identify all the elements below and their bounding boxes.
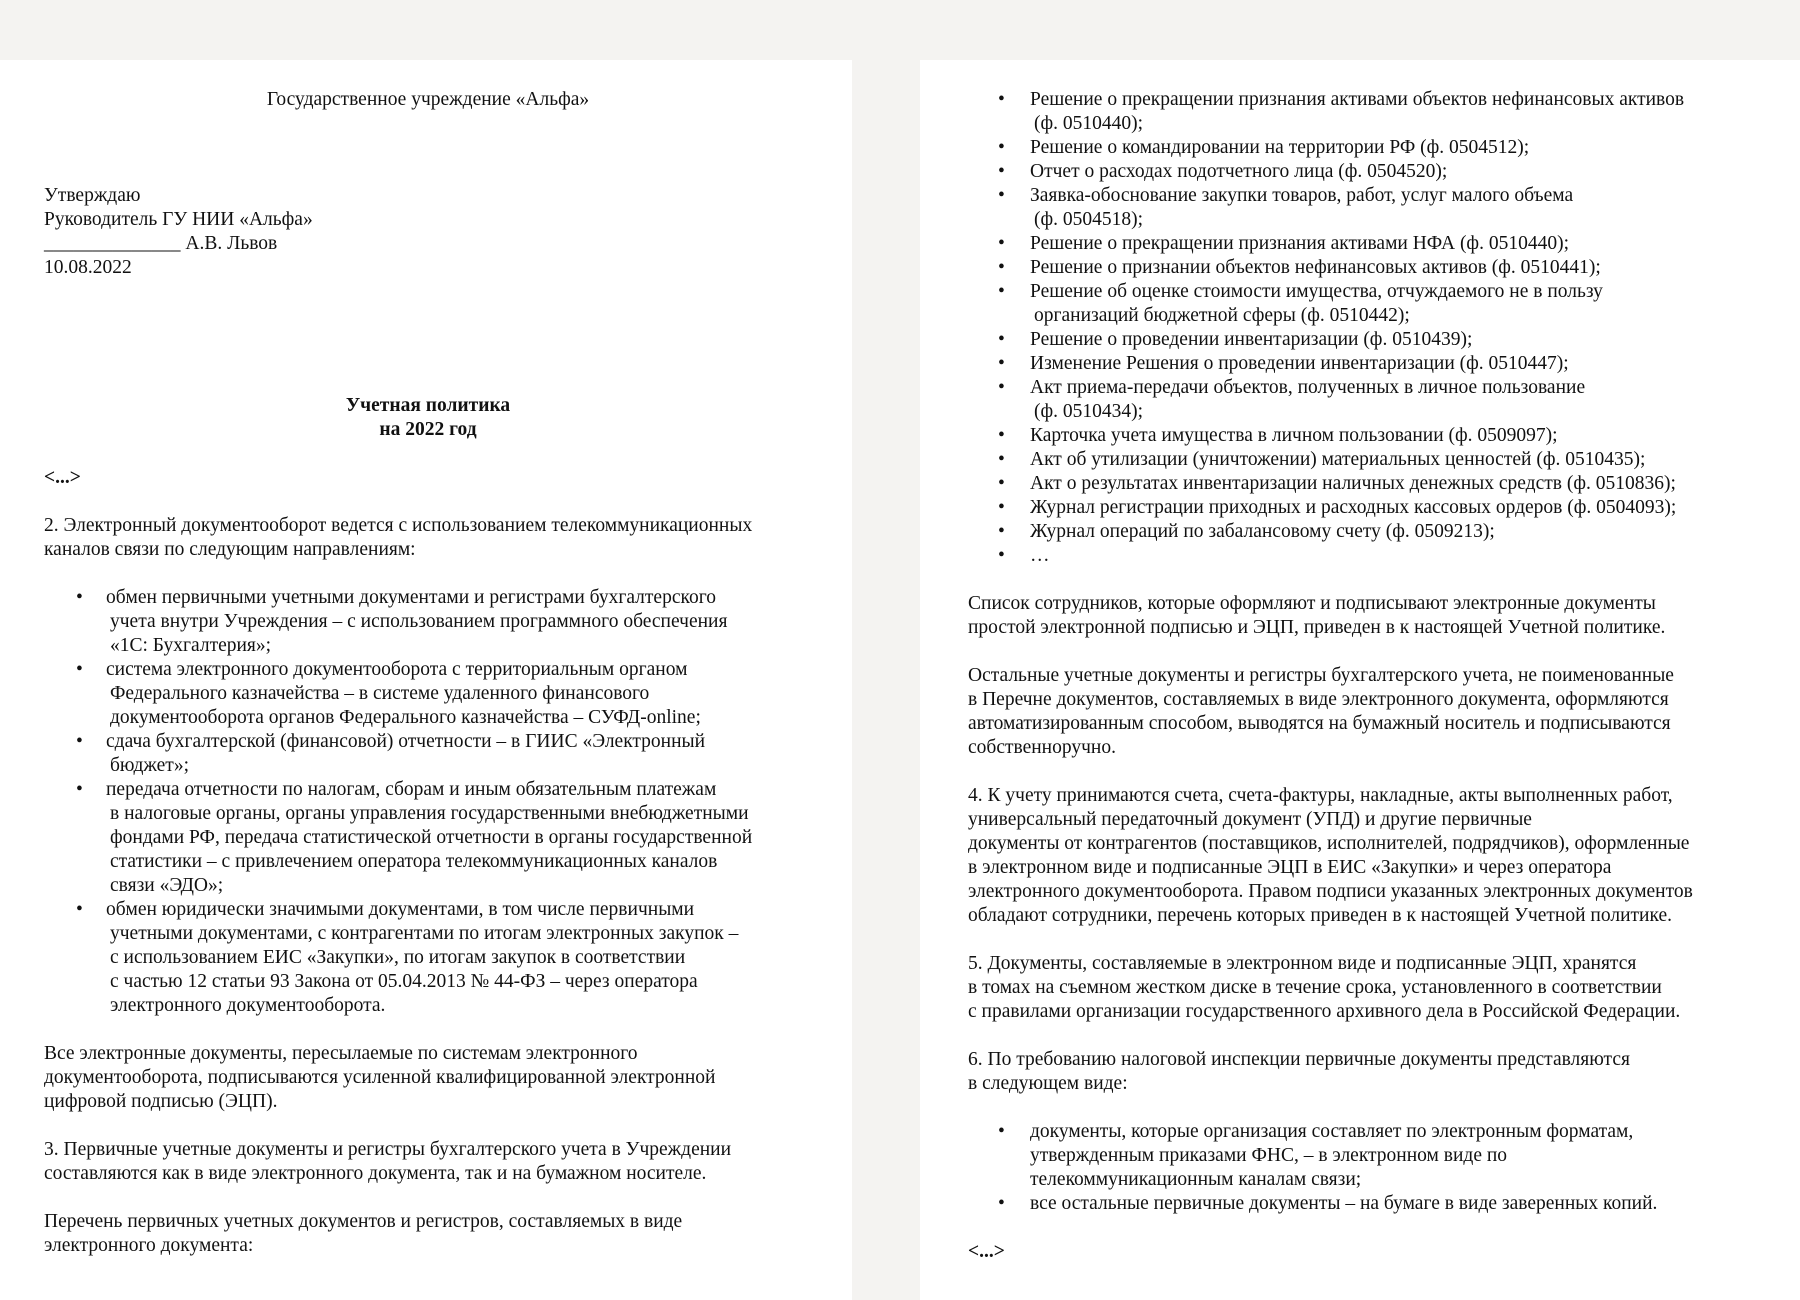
line: фондами РФ, передача статистической отчетности в органы государственной xyxy=(110,827,753,848)
line: Остальные учетные документы и регистры бухгалтерского учета, не поименованные xyxy=(968,665,1674,686)
line: 4. К учету принимаются счета, счета-фактуры, накладные, акты выполненных работ, xyxy=(968,785,1673,806)
line: с использованием ЕИС «Закупки», по итогам закупок в соответствии xyxy=(110,947,686,968)
line: • Журнал операций по забалансовому счету (ф. 0509213); xyxy=(1030,521,1495,542)
list-item xyxy=(968,160,1780,184)
line: • Решение о прекращении признания активами объектов нефинансовых активов xyxy=(1030,89,1685,110)
line: связи «ЭДО»; xyxy=(110,875,224,896)
list-item xyxy=(968,232,1780,256)
line: автоматизированным способом, выводятся на бумажный носитель и подписываются xyxy=(968,713,1671,734)
line: • система электронного документооборота с территориальным органом xyxy=(106,659,688,680)
list-item xyxy=(968,448,1780,472)
line: • Решение о признании объектов нефинансовых активов (ф. 0510441); xyxy=(1030,257,1601,278)
line: (ф. 0504518); xyxy=(1034,209,1144,230)
signature-paragraph xyxy=(44,1042,812,1114)
list-item xyxy=(968,424,1780,448)
line: • Акт приема-передачи объектов, полученных в личное пользование xyxy=(1030,377,1586,398)
line: электронного документооборота. xyxy=(110,995,386,1016)
line: Список сотрудников, которые оформляют и подписывают электронные документы xyxy=(968,593,1656,614)
section-2-intro: 2. Электронный документооборот ведется с использованием телекоммуникационных каналов связи по следующим направлениям: xyxy=(44,515,753,560)
list-item xyxy=(44,658,812,730)
section-2-list xyxy=(44,586,812,1018)
other-documents-paragraph xyxy=(968,664,1780,760)
line: в налоговые органы, органы управления государственными внебюджетными xyxy=(110,803,749,824)
list-item xyxy=(968,328,1780,352)
section-5 xyxy=(968,952,1780,1024)
line: • … xyxy=(1030,545,1050,566)
line: • Решение о прекращении признания активами НФА (ф. 0510440); xyxy=(1030,233,1569,254)
line: учета внутри Учреждения – с использованием программного обеспечения xyxy=(110,611,728,632)
line: 3. Первичные учетные документы и регистры бухгалтерского учета в Учреждении xyxy=(44,1139,732,1160)
list-item xyxy=(968,352,1780,376)
line: • Решение о командировании на территории РФ (ф. 0504512); xyxy=(1030,137,1530,158)
title-line: на 2022 год xyxy=(379,419,477,440)
line: в следующем виде: xyxy=(968,1073,1128,1094)
line: документы от контрагентов (поставщиков, исполнителей, подрядчиков), оформленные xyxy=(968,833,1690,854)
line: в Перечне документов, составляемых в виде электронного документа, оформляются xyxy=(968,689,1669,710)
list-item xyxy=(968,376,1780,424)
section-6-list xyxy=(968,1120,1780,1216)
list-item xyxy=(968,496,1780,520)
line: (ф. 0510440); xyxy=(1034,113,1144,134)
document-page-right xyxy=(920,60,1800,1300)
line: • сдача бухгалтерской (финансовой) отчетности – в ГИИС «Электронный xyxy=(106,731,706,752)
line: статистики – с привлечением оператора телекоммуникационных каналов xyxy=(110,851,718,872)
line: составляются как в виде электронного документа, так и на бумажном носителе. xyxy=(44,1163,707,1184)
list-item xyxy=(968,280,1780,328)
line: • Заявка-обоснование закупки товаров, работ, услуг малого объема xyxy=(1030,185,1574,206)
approval-line: Руководитель ГУ НИИ «Альфа» xyxy=(44,209,313,230)
list-item xyxy=(968,184,1780,232)
section-3 xyxy=(44,1138,812,1186)
line: в томах на съемном жестком диске в течение срока, установленного в соответствии xyxy=(968,977,1662,998)
line: организаций бюджетной сферы (ф. 0510442); xyxy=(1034,305,1410,326)
line: с частью 12 статьи 93 Закона от 05.04.2013 № 44-ФЗ – через оператора xyxy=(110,971,698,992)
list-item xyxy=(968,520,1780,544)
line: обладают сотрудники, перечень которых приведен в к настоящей Учетной политике. xyxy=(968,905,1672,926)
line: цифровой подписью (ЭЦП). xyxy=(44,1091,278,1112)
line: с правилами организации государственного архивного дела в Российской Федерации. xyxy=(968,1001,1681,1022)
line: учетными документами, с контрагентами по итогам электронных закупок – xyxy=(110,923,739,944)
line: (ф. 0510434); xyxy=(1034,401,1144,422)
list-item xyxy=(44,898,812,1018)
line: «1С: Бухгалтерия»; xyxy=(110,635,272,656)
list-item xyxy=(968,544,1780,568)
line: универсальный передаточный документ (УПД) и другие первичные xyxy=(968,809,1532,830)
omission-mark: <...> xyxy=(44,467,81,488)
list-item xyxy=(968,1192,1780,1216)
list-item xyxy=(968,256,1780,280)
line: • Карточка учета имущества в личном пользовании (ф. 0509097); xyxy=(1030,425,1558,446)
list-item xyxy=(44,730,812,778)
line: • Решение о проведении инвентаризации (ф. 0510439); xyxy=(1030,329,1473,350)
list-item xyxy=(968,1120,1780,1192)
approval-block xyxy=(44,184,812,280)
list-item xyxy=(968,472,1780,496)
document-list-intro xyxy=(44,1210,812,1258)
electronic-forms-list xyxy=(968,88,1780,568)
line: • Журнал регистрации приходных и расходных кассовых ордеров (ф. 0504093); xyxy=(1030,497,1677,518)
title-line: Учетная политика xyxy=(345,395,511,416)
employees-paragraph xyxy=(968,592,1780,640)
line: электронного документооборота. Правом подписи указанных электронных документов xyxy=(968,881,1693,902)
line: • все остальные первичные документы – на бумаге в виде заверенных копий. xyxy=(1030,1193,1658,1214)
line: Федерального казначейства – в системе удаленного финансового xyxy=(110,683,650,704)
line: • передача отчетности по налогам, сборам и иным обязательным платежам xyxy=(106,779,717,800)
list-item xyxy=(44,586,812,658)
line: Все электронные документы, пересылаемые по системам электронного xyxy=(44,1043,638,1064)
list-item xyxy=(968,88,1780,136)
line: • обмен юридически значимыми документами, в том числе первичными xyxy=(106,899,695,920)
line: электронного документа: xyxy=(44,1235,254,1256)
line: Перечень первичных учетных документов и регистров, составляемых в виде xyxy=(44,1211,683,1232)
line: собственноручно. xyxy=(968,737,1116,758)
line: • Изменение Решения о проведении инвентаризации (ф. 0510447); xyxy=(1030,353,1569,374)
line: простой электронной подписью и ЭЦП, приведен в к настоящей Учетной политике. xyxy=(968,617,1666,638)
line: документооборота органов Федерального казначейства – СУФД-online; xyxy=(110,707,701,728)
approval-line: Утверждаю xyxy=(44,185,141,206)
omission-mark: <...> xyxy=(968,1241,1005,1262)
line: документооборота, подписываются усиленной квалифицированной электронной xyxy=(44,1067,716,1088)
approval-date: 10.08.2022 xyxy=(44,257,132,278)
line: бюджет»; xyxy=(110,755,189,776)
list-item xyxy=(968,136,1780,160)
document-title xyxy=(44,394,812,442)
line: телекоммуникационным каналам связи; xyxy=(1030,1169,1362,1190)
section-6 xyxy=(968,1048,1780,1096)
line: • Акт о результатах инвентаризации наличных денежных средств (ф. 0510836); xyxy=(1030,473,1676,494)
line: • Решение об оценке стоимости имущества, отчуждаемого не в пользу xyxy=(1030,281,1603,302)
organization-name: Государственное учреждение «Альфа» xyxy=(266,89,590,110)
line: 5. Документы, составляемые в электронном виде и подписанные ЭЦП, хранятся xyxy=(968,953,1637,974)
line: • обмен первичными учетными документами и регистрами бухгалтерского xyxy=(106,587,716,608)
document-page-left xyxy=(0,60,852,1300)
approval-line: ______________ А.В. Львов xyxy=(44,233,278,254)
line: утвержденным приказами ФНС, – в электронном виде по xyxy=(1030,1145,1508,1166)
line: в электронном виде и подписанные ЭЦП в ЕИС «Закупки» и через оператора xyxy=(968,857,1612,878)
line: • Отчет о расходах подотчетного лица (ф. 0504520); xyxy=(1030,161,1448,182)
section-4 xyxy=(968,784,1780,928)
line: • Акт об утилизации (уничтожении) материальных ценностей (ф. 0510435); xyxy=(1030,449,1646,470)
line: 6. По требованию налоговой инспекции первичные документы представляются xyxy=(968,1049,1630,1070)
line: • документы, которые организация составляет по электронным форматам, xyxy=(1030,1121,1634,1142)
list-item xyxy=(44,778,812,898)
